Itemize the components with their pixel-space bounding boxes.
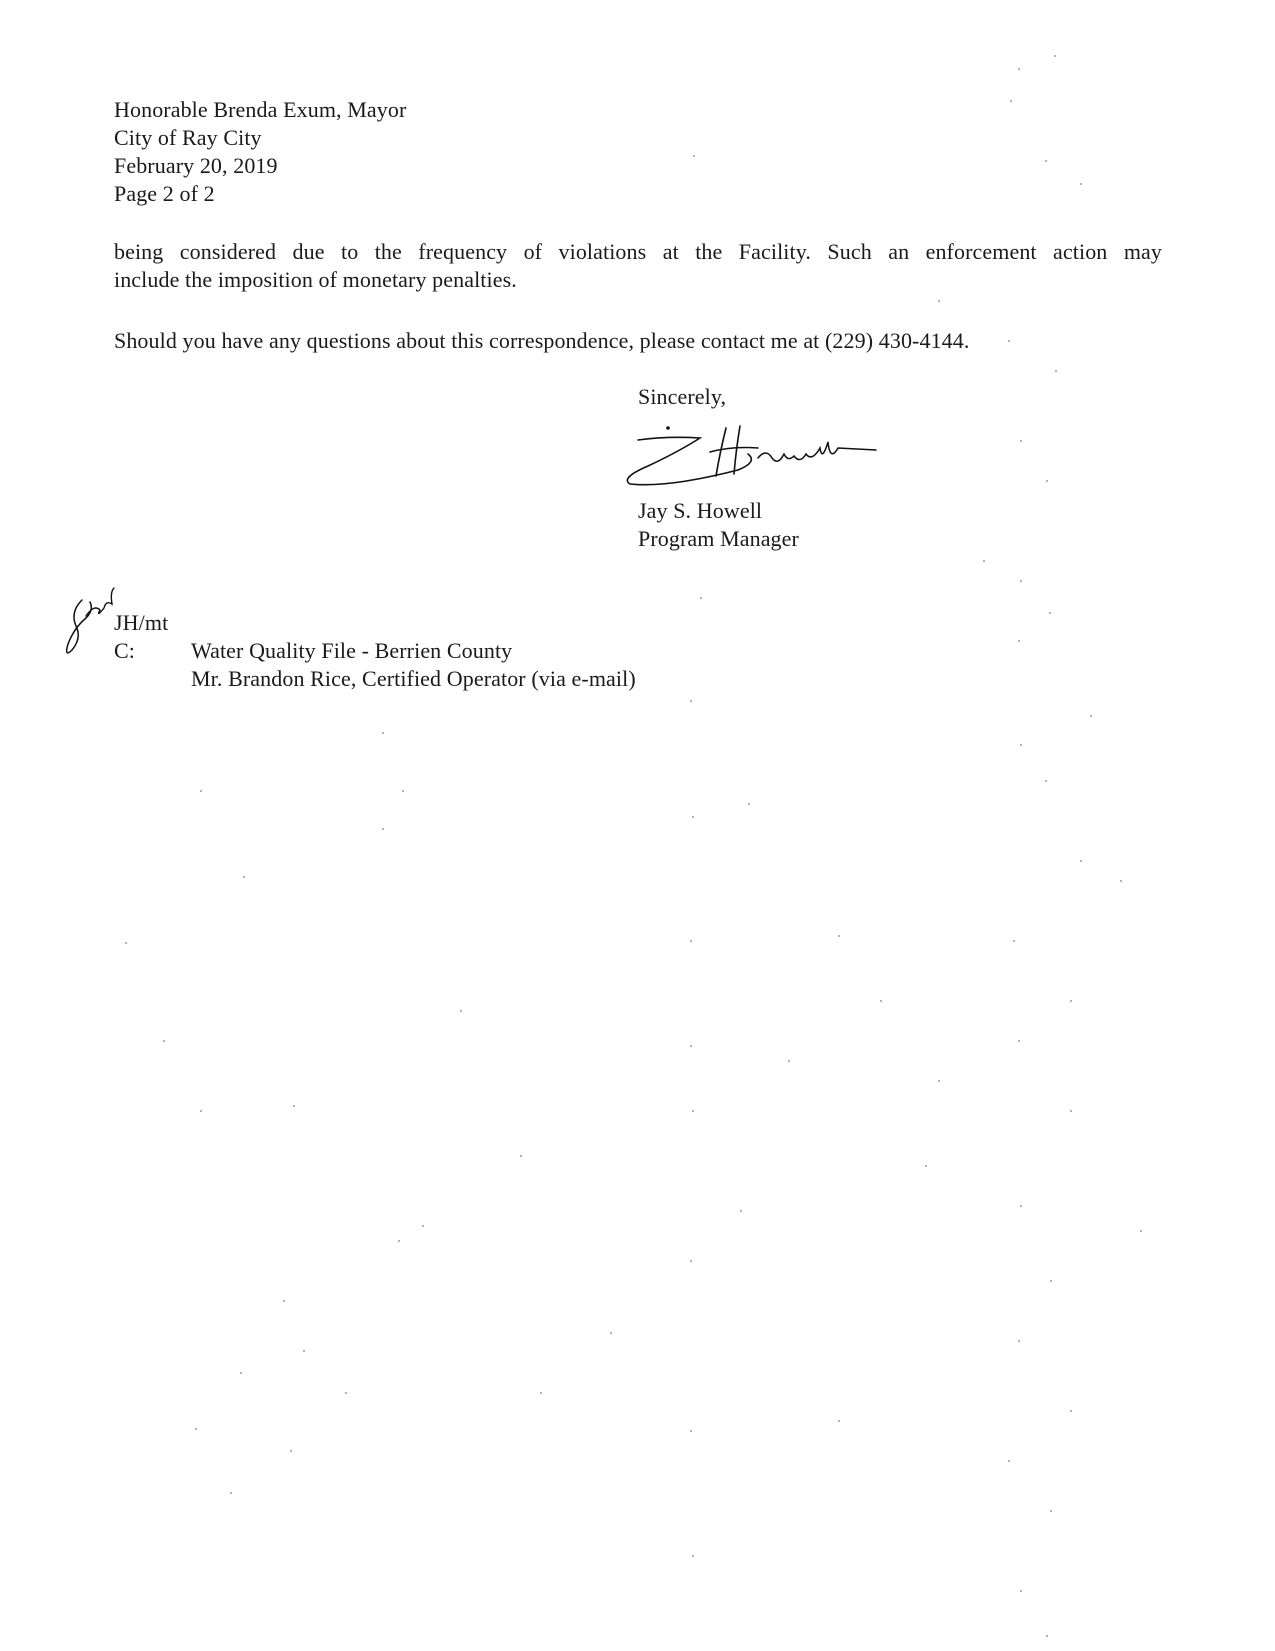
scan-speck bbox=[1020, 580, 1022, 582]
recipient-line: Honorable Brenda Exum, Mayor bbox=[114, 97, 407, 122]
scan-speck bbox=[690, 700, 692, 702]
scan-speck bbox=[1013, 940, 1015, 942]
scan-speck bbox=[243, 876, 245, 878]
scan-speck bbox=[398, 1240, 400, 1242]
scan-speck bbox=[1010, 100, 1012, 102]
scan-speck bbox=[690, 1260, 692, 1262]
scan-speck bbox=[1080, 860, 1082, 862]
scan-speck bbox=[195, 1428, 197, 1430]
scan-speck bbox=[382, 828, 384, 830]
page-number-line: Page 2 of 2 bbox=[114, 181, 215, 206]
scan-speck bbox=[200, 1110, 202, 1112]
scan-speck bbox=[1070, 1110, 1072, 1112]
scan-speck bbox=[125, 942, 127, 944]
scan-speck bbox=[1008, 340, 1010, 342]
scan-speck bbox=[303, 1350, 305, 1352]
typist-initials: JH/mt bbox=[114, 610, 169, 635]
scan-speck bbox=[1018, 68, 1020, 70]
scan-speck bbox=[283, 1300, 285, 1302]
cc-recipient: Mr. Brandon Rice, Certified Operator (via e-mail) bbox=[191, 666, 636, 691]
body-paragraph-1-line-1: being considered due to the frequency of violations at the Facility. Such an enforcement action may bbox=[114, 239, 1162, 264]
scan-speck bbox=[1045, 780, 1047, 782]
scan-speck bbox=[402, 790, 404, 792]
scan-speck bbox=[1020, 440, 1022, 442]
scan-speck bbox=[690, 1430, 692, 1432]
scan-speck bbox=[1045, 160, 1047, 162]
scan-speck bbox=[1020, 1590, 1022, 1592]
closing-salutation: Sincerely, bbox=[638, 384, 727, 409]
scan-speck bbox=[1120, 880, 1122, 882]
scan-speck bbox=[1046, 1635, 1048, 1637]
scan-speck bbox=[1020, 1205, 1022, 1207]
scan-speck bbox=[1018, 1040, 1020, 1042]
scan-speck bbox=[983, 560, 985, 562]
scan-speck bbox=[610, 1332, 612, 1334]
scan-speck bbox=[693, 155, 695, 157]
scan-speck bbox=[293, 1105, 295, 1107]
scan-speck bbox=[1018, 1340, 1020, 1342]
scan-speck bbox=[690, 940, 692, 942]
scan-speck bbox=[925, 1165, 927, 1167]
cc-label: C: bbox=[114, 638, 135, 663]
scan-speck bbox=[1070, 1410, 1072, 1412]
scan-speck bbox=[700, 597, 702, 599]
signer-name: Jay S. Howell bbox=[638, 498, 763, 523]
scan-speck bbox=[1054, 55, 1056, 57]
scan-speck bbox=[163, 1040, 165, 1042]
scan-speck bbox=[1080, 183, 1082, 185]
body-paragraph-1 bbox=[114, 238, 1162, 294]
cc-recipient: Water Quality File - Berrien County bbox=[191, 638, 513, 663]
scan-speck bbox=[1020, 744, 1022, 746]
scan-speck bbox=[838, 1420, 840, 1422]
scan-speck bbox=[1140, 1230, 1142, 1232]
scan-speck bbox=[422, 1225, 424, 1227]
scan-speck bbox=[240, 1372, 242, 1374]
scan-speck bbox=[838, 935, 840, 937]
scan-speck bbox=[345, 1392, 347, 1394]
scan-speck bbox=[692, 1110, 694, 1112]
scan-speck bbox=[382, 732, 384, 734]
scan-speck bbox=[1049, 612, 1051, 614]
cc-recipient-list bbox=[191, 637, 636, 693]
scan-speck bbox=[1090, 715, 1092, 717]
scan-speck bbox=[748, 803, 750, 805]
scan-speck bbox=[690, 1045, 692, 1047]
handwritten-initials bbox=[60, 582, 120, 662]
scan-speck bbox=[938, 1080, 940, 1082]
letter-header bbox=[114, 96, 406, 208]
scan-speck bbox=[460, 1010, 462, 1012]
scan-speck bbox=[692, 1555, 694, 1557]
organization-line: City of Ray City bbox=[114, 125, 262, 150]
scan-speck bbox=[230, 1492, 232, 1494]
scan-speck bbox=[1046, 480, 1048, 482]
date-line: February 20, 2019 bbox=[114, 153, 278, 178]
scan-speck bbox=[540, 1392, 542, 1394]
scan-speck bbox=[740, 1210, 742, 1212]
scan-speck bbox=[880, 1000, 882, 1002]
scan-speck bbox=[938, 300, 940, 302]
scan-speck bbox=[788, 1060, 790, 1062]
scan-speck bbox=[1050, 1280, 1052, 1282]
scan-speck bbox=[1070, 1000, 1072, 1002]
scan-speck bbox=[200, 790, 202, 792]
scan-speck bbox=[692, 816, 694, 818]
handwritten-signature bbox=[608, 418, 888, 498]
scan-speck bbox=[520, 1155, 522, 1157]
body-paragraph-1-line-2: include the imposition of monetary penalties. bbox=[114, 267, 517, 292]
body-paragraph-2: Should you have any questions about this correspondence, please contact me at (229) 430-4144. bbox=[114, 328, 970, 353]
scan-speck bbox=[1018, 640, 1020, 642]
scan-speck bbox=[1008, 1460, 1010, 1462]
scan-speck bbox=[1055, 370, 1057, 372]
scan-speck bbox=[1050, 1510, 1052, 1512]
signer-title: Program Manager bbox=[638, 526, 799, 551]
scan-speck bbox=[290, 1450, 292, 1452]
